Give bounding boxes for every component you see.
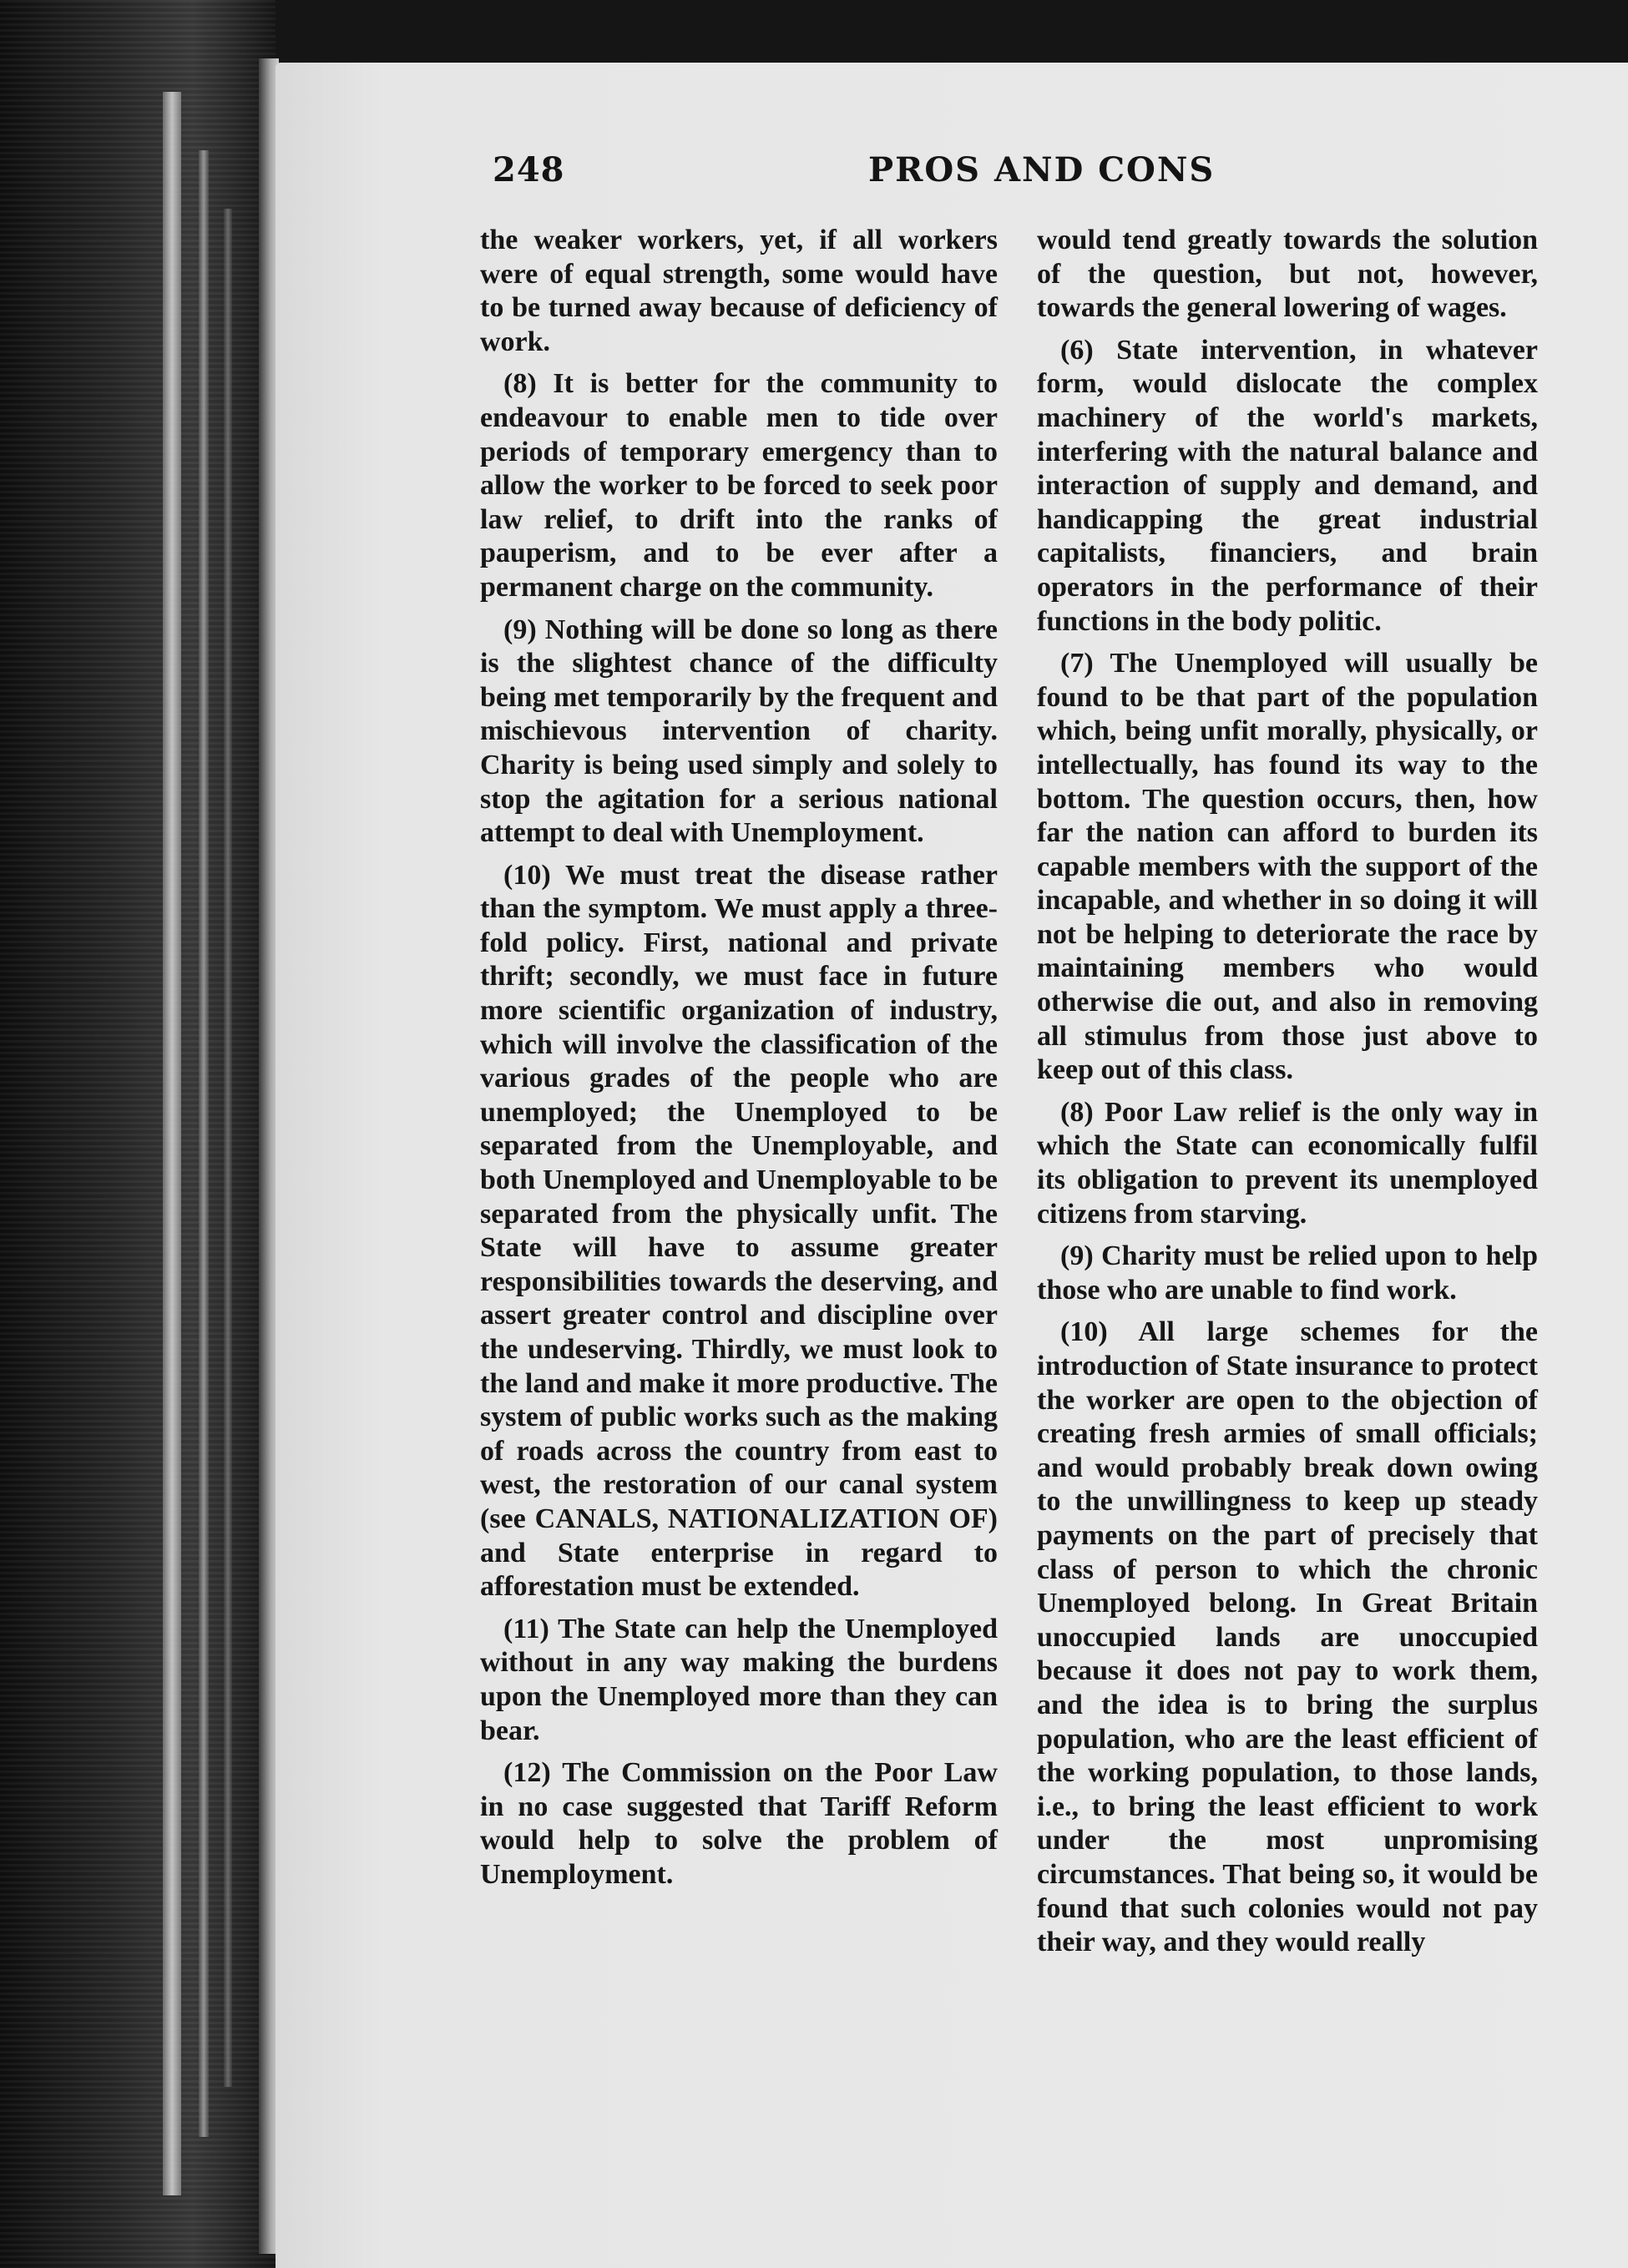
paragraph: (11) The State can help the Unemployed without in any way making the burdens upon the Unemployed more than they can bear. xyxy=(480,1613,998,1746)
left-column xyxy=(480,224,998,1892)
page-number: 248 xyxy=(493,150,565,189)
paragraph: (6) State intervention, in whatever form, would dislocate the complex machinery of the world's markets, interfering with the natural balance and interaction of supply and demand, and handicapping the great industrial capitalists, financiers, and brain operators in the performance of their functions in the body politic. xyxy=(1037,334,1538,637)
paragraph: (9) Nothing will be done so long as there is the slightest chance of the difficulty being met temporarily by the frequent and mischievous intervention of charity. Charity is being used simply and solely to stop the agitation for a serious national attempt to deal with Unemployment. xyxy=(480,614,998,849)
right-column xyxy=(1037,224,1538,1960)
paragraph: (12) The Commission on the Poor Law in no case suggested that Tariff Reform would help to solve the problem of Unemployment. xyxy=(480,1757,998,1890)
paragraph: (7) The Unemployed will usually be found to be that part of the population which, being unfit morally, physically, or intellectually, has found its way to the bottom. The question occurs, then, how far the nation can afford to burden its capable members with the support of the incapable, and whether in so doing it will not be helping to deteriorate the race by maintaining members who would otherwise die out, and also in removing all stimulus from those just above to keep out of this class. xyxy=(1037,648,1538,1086)
book-binding xyxy=(0,0,276,2268)
paragraph: the weaker workers, yet, if all workers were of equal strength, some would have to be turned away because of deficiency of work. xyxy=(480,225,998,357)
paragraph: would tend greatly towards the solution of the question, but not, however, towards the general lowering of wages. xyxy=(1037,225,1538,324)
paragraph: (8) Poor Law relief is the only way in which the State can economically fulfil its obligation to prevent its unemployed citizens from starving. xyxy=(1037,1096,1538,1230)
paragraph: (9) Charity must be relied upon to help those who are unable to find work. xyxy=(1037,1240,1538,1306)
spine-highlight xyxy=(163,92,181,2195)
spine-highlight xyxy=(199,150,209,2137)
paragraph: (10) All large schemes for the introduction of State insurance to protect the worker are open to the objection of creating fresh armies of small officials; and would probably break down owing to the unwillingness to keep up steady payments on the part of precisely that class of person to which the chronic Unemployed belong. In Great Britain unoccupied lands are unoccupied because it does not pay to work them, and the idea is to bring the surplus population, who are the least efficient of the working population, to those lands, i.e., to bring the least efficient to work under the most unpromising circumstances. That being so, it would be found that such colonies would not pay their way, and they would really xyxy=(1037,1316,1538,1958)
paragraph: (10) We must treat the disease rather than the symptom. We must apply a three-fold policy. First, national and private thrift; secondly, we must face in future more scientific organization of industry, which will involve the classification of the various grades of the people who are unemployed; the Unemployed to be separated from the Unemployable, and both Unemployed and Unemployable to be separated from the physically unfit. The State will have to assume greater responsibilities towards the deserving, and assert greater control and discipline over the undeserving. Thirdly, we must look to the land and make it more productive. The system of public works such as the making of roads across the country from east to west, the restoration of our canal system (see CANALS, NATIONALIZATION OF) and State enterprise in regard to afforestation must be extended. xyxy=(480,859,998,1603)
running-title: PROS AND CONS xyxy=(868,150,1216,189)
spine-highlight xyxy=(224,209,232,2087)
paragraph: (8) It is better for the community to endeavour to enable men to tide over periods of temporary emergency than to allow the worker to be forced to seek poor law relief, to drift into the ranks of pauperism, and to be ever after a permanent charge on the community. xyxy=(480,368,998,603)
